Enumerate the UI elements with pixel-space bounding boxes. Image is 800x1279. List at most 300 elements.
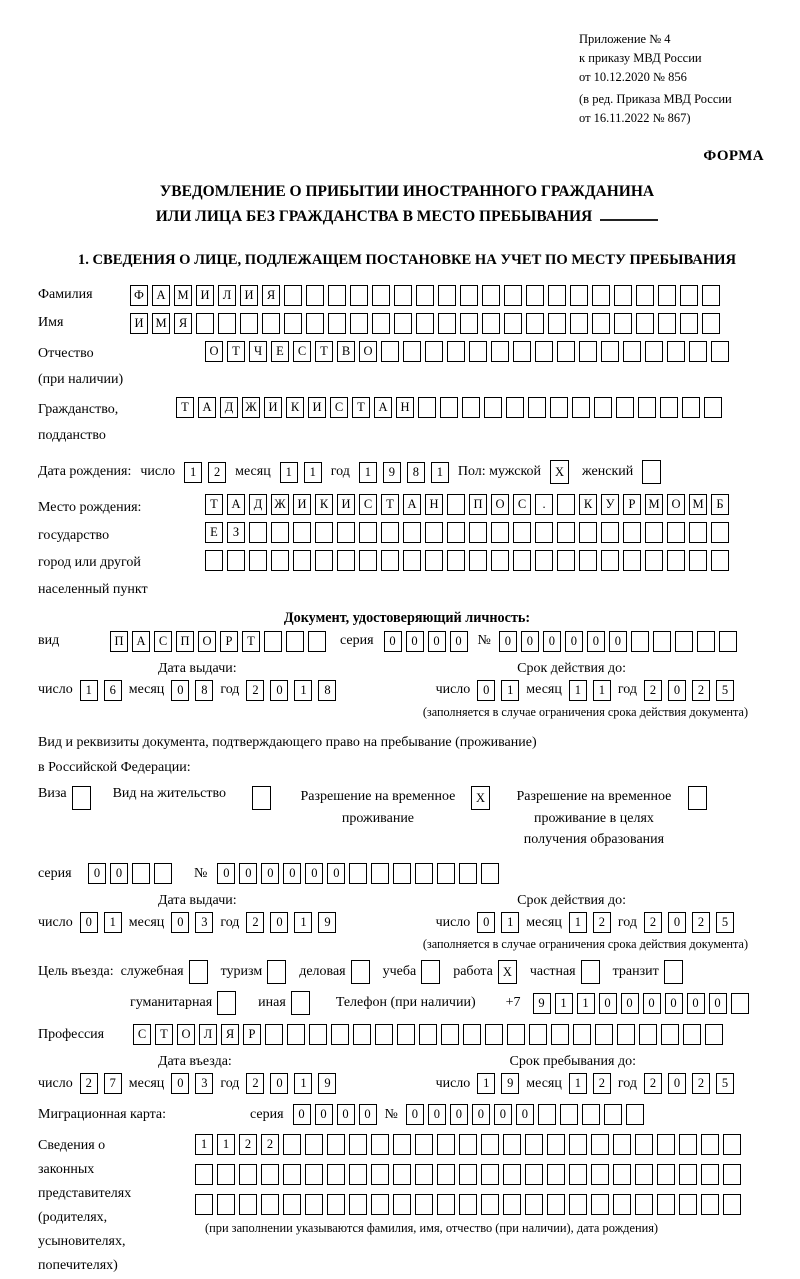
rvp-issue-day[interactable] [80, 912, 122, 933]
given-name-input-cell[interactable] [504, 313, 522, 334]
patronymic-input-cell[interactable] [623, 341, 641, 362]
given-name-input-cell[interactable] [658, 313, 676, 334]
rvp-issue-day-cell[interactable]: 1 [104, 912, 122, 933]
representatives-row2-cell[interactable] [481, 1164, 499, 1185]
birth-day-input-cell[interactable]: 1 [184, 462, 202, 483]
migration-number-input-cell[interactable] [538, 1104, 556, 1125]
birth-place-row2-cell[interactable] [381, 522, 399, 543]
doc-number-input-cell[interactable]: 0 [609, 631, 627, 652]
representatives-row1-cell[interactable] [657, 1134, 675, 1155]
doc-series-input-cell[interactable]: 0 [406, 631, 424, 652]
rvp-number-input[interactable] [217, 863, 499, 884]
birth-place-row1-cell[interactable]: П [469, 494, 487, 515]
surname-input-cell[interactable] [328, 285, 346, 306]
citizenship-input-cell[interactable]: С [330, 397, 348, 418]
patronymic-input-cell[interactable]: Е [271, 341, 289, 362]
representatives-row2-cell[interactable] [679, 1164, 697, 1185]
stay-year-cell[interactable]: 5 [716, 1073, 734, 1094]
representatives-row1[interactable] [195, 1134, 741, 1155]
given-name-input-cell[interactable] [636, 313, 654, 334]
doc-type-input-cell[interactable]: Т [242, 631, 260, 652]
representatives-row1-cell[interactable] [503, 1134, 521, 1155]
doc-until-month-cell[interactable]: 1 [569, 680, 587, 701]
citizenship-input-cell[interactable]: А [198, 397, 216, 418]
representatives-row3-cell[interactable] [569, 1194, 587, 1215]
doc-issue-year-cell[interactable]: 2 [246, 680, 264, 701]
representatives-row1-cell[interactable] [613, 1134, 631, 1155]
representatives-row3[interactable] [195, 1194, 741, 1215]
surname-input-cell[interactable]: И [196, 285, 214, 306]
birth-place-row3-cell[interactable] [249, 550, 267, 571]
profession-input-cell[interactable] [683, 1024, 701, 1045]
representatives-row3-cell[interactable] [679, 1194, 697, 1215]
representatives-row3-cell[interactable] [371, 1194, 389, 1215]
doc-type-input-cell[interactable]: С [154, 631, 172, 652]
given-name-input-cell[interactable] [482, 313, 500, 334]
given-name-input-cell[interactable] [284, 313, 302, 334]
surname-input[interactable] [130, 285, 720, 306]
patronymic-input-cell[interactable] [491, 341, 509, 362]
given-name-input-cell[interactable] [680, 313, 698, 334]
birth-place-row2-cell[interactable] [315, 522, 333, 543]
profession-input-cell[interactable] [375, 1024, 393, 1045]
birth-place-row2-cell[interactable]: Е [205, 522, 223, 543]
residence-permit-checkbox-cell[interactable] [252, 786, 271, 810]
surname-input-cell[interactable] [702, 285, 720, 306]
rvp-until-year-cell[interactable]: 0 [668, 912, 686, 933]
birth-place-row2-cell[interactable] [535, 522, 553, 543]
doc-until-month-cell[interactable]: 1 [593, 680, 611, 701]
representatives-row3-cell[interactable] [305, 1194, 323, 1215]
profession-input-cell[interactable] [397, 1024, 415, 1045]
surname-input-cell[interactable] [284, 285, 302, 306]
doc-until-year-cell[interactable]: 0 [668, 680, 686, 701]
doc-series-input[interactable] [384, 631, 468, 652]
surname-input-cell[interactable] [570, 285, 588, 306]
representatives-row2-cell[interactable] [327, 1164, 345, 1185]
patronymic-input-cell[interactable] [535, 341, 553, 362]
birth-place-row1-cell[interactable]: . [535, 494, 553, 515]
rvp-number-input-cell[interactable]: 0 [217, 863, 235, 884]
patronymic-input-cell[interactable] [469, 341, 487, 362]
representatives-row2-cell[interactable] [503, 1164, 521, 1185]
visa-checkbox[interactable] [72, 786, 91, 810]
patronymic-input-cell[interactable] [667, 341, 685, 362]
citizenship-input-cell[interactable]: А [374, 397, 392, 418]
surname-input-cell[interactable] [592, 285, 610, 306]
citizenship-input-cell[interactable]: И [308, 397, 326, 418]
surname-input-cell[interactable]: Л [218, 285, 236, 306]
birth-day-input-cell[interactable]: 2 [208, 462, 226, 483]
entry-month[interactable] [171, 1073, 213, 1094]
patronymic-input-cell[interactable]: Т [315, 341, 333, 362]
patronymic-input-cell[interactable] [601, 341, 619, 362]
phone-input-cell[interactable]: 0 [687, 993, 705, 1014]
representatives-row2-cell[interactable] [547, 1164, 565, 1185]
given-name-input-cell[interactable] [240, 313, 258, 334]
patronymic-input-cell[interactable] [689, 341, 707, 362]
birth-month-input[interactable] [280, 462, 322, 483]
representatives-row2-cell[interactable] [459, 1164, 477, 1185]
doc-type-input-cell[interactable] [286, 631, 304, 652]
doc-type-input-cell[interactable] [264, 631, 282, 652]
given-name-input-cell[interactable]: И [130, 313, 148, 334]
patronymic-input-cell[interactable] [513, 341, 531, 362]
given-name-input-cell[interactable] [614, 313, 632, 334]
birth-place-row3-cell[interactable] [315, 550, 333, 571]
representatives-row1-cell[interactable]: 2 [261, 1134, 279, 1155]
representatives-row2-cell[interactable] [217, 1164, 235, 1185]
birth-place-row2-cell[interactable] [359, 522, 377, 543]
rvp-until-month[interactable] [569, 912, 611, 933]
doc-number-input-cell[interactable]: 0 [543, 631, 561, 652]
profession-input-cell[interactable]: О [177, 1024, 195, 1045]
doc-number-input-cell[interactable] [631, 631, 649, 652]
surname-input-cell[interactable] [680, 285, 698, 306]
stay-day[interactable] [477, 1073, 519, 1094]
birth-place-row1-cell[interactable] [447, 494, 465, 515]
given-name-input-cell[interactable]: Я [174, 313, 192, 334]
doc-number-input-cell[interactable]: 0 [499, 631, 517, 652]
doc-number-input[interactable] [499, 631, 737, 652]
patronymic-input-cell[interactable]: В [337, 341, 355, 362]
phone-input-cell[interactable]: 1 [577, 993, 595, 1014]
doc-type-input-cell[interactable]: П [176, 631, 194, 652]
doc-number-input-cell[interactable] [697, 631, 715, 652]
surname-input-cell[interactable] [636, 285, 654, 306]
citizenship-input-cell[interactable]: Н [396, 397, 414, 418]
citizenship-input-cell[interactable] [682, 397, 700, 418]
birth-place-row3-cell[interactable] [579, 550, 597, 571]
rvp-number-input-cell[interactable] [371, 863, 389, 884]
birth-place-row3-cell[interactable] [403, 550, 421, 571]
birth-place-row2-cell[interactable] [689, 522, 707, 543]
birth-place-row3-cell[interactable] [337, 550, 355, 571]
rvp-series-input-cell[interactable] [154, 863, 172, 884]
birth-place-row3-cell[interactable] [535, 550, 553, 571]
birth-year-input-cell[interactable]: 8 [407, 462, 425, 483]
citizenship-input-cell[interactable] [418, 397, 436, 418]
stay-day-cell[interactable]: 9 [501, 1073, 519, 1094]
visa-checkbox-cell[interactable] [72, 786, 91, 810]
stay-day-cell[interactable]: 1 [477, 1073, 495, 1094]
phone-input-cell[interactable]: 1 [555, 993, 573, 1014]
citizenship-input-cell[interactable] [528, 397, 546, 418]
representatives-row1-cell[interactable] [305, 1134, 323, 1155]
given-name-input-cell[interactable] [306, 313, 324, 334]
citizenship-input[interactable] [176, 397, 722, 418]
birth-place-row3-cell[interactable] [667, 550, 685, 571]
profession-input-cell[interactable] [617, 1024, 635, 1045]
representatives-row3-cell[interactable] [481, 1194, 499, 1215]
doc-issue-year-cell[interactable]: 0 [270, 680, 288, 701]
purpose-official-checkbox[interactable] [189, 960, 208, 984]
rvp-number-input-cell[interactable] [459, 863, 477, 884]
birth-place-row3-cell[interactable] [381, 550, 399, 571]
migration-number-input-cell[interactable] [626, 1104, 644, 1125]
representatives-row1-cell[interactable] [569, 1134, 587, 1155]
purpose-other-checkbox[interactable] [291, 991, 310, 1015]
doc-number-input-cell[interactable]: 0 [587, 631, 605, 652]
birth-place-row3-cell[interactable] [557, 550, 575, 571]
representatives-row3-cell[interactable] [393, 1194, 411, 1215]
representatives-row2-cell[interactable] [393, 1164, 411, 1185]
doc-issue-year-cell[interactable]: 8 [318, 680, 336, 701]
purpose-transit-checkbox-cell[interactable] [664, 960, 683, 984]
birth-place-row3-cell[interactable] [491, 550, 509, 571]
rvp-number-input-cell[interactable] [437, 863, 455, 884]
birth-place-row3-cell[interactable] [359, 550, 377, 571]
profession-input-cell[interactable] [705, 1024, 723, 1045]
birth-place-row1-cell[interactable]: У [601, 494, 619, 515]
representatives-row1-cell[interactable] [349, 1134, 367, 1155]
birth-place-row3-cell[interactable] [513, 550, 531, 571]
representatives-row2-cell[interactable] [635, 1164, 653, 1185]
purpose-work-checkbox[interactable] [498, 960, 517, 984]
representatives-row2-cell[interactable] [591, 1164, 609, 1185]
profession-input-cell[interactable]: Т [155, 1024, 173, 1045]
citizenship-input-cell[interactable] [462, 397, 480, 418]
profession-input-cell[interactable]: Л [199, 1024, 217, 1045]
stay-month-cell[interactable]: 1 [569, 1073, 587, 1094]
profession-input-cell[interactable]: С [133, 1024, 151, 1045]
profession-input-cell[interactable] [485, 1024, 503, 1045]
surname-input-cell[interactable] [658, 285, 676, 306]
doc-until-year-cell[interactable]: 2 [692, 680, 710, 701]
entry-day[interactable] [80, 1073, 122, 1094]
phone-input-cell[interactable]: 0 [665, 993, 683, 1014]
given-name-input-cell[interactable] [218, 313, 236, 334]
migration-number-input-cell[interactable] [560, 1104, 578, 1125]
doc-issue-year-cell[interactable]: 1 [294, 680, 312, 701]
stay-year-cell[interactable]: 2 [692, 1073, 710, 1094]
entry-day-cell[interactable]: 7 [104, 1073, 122, 1094]
birth-place-row2-cell[interactable] [491, 522, 509, 543]
profession-input-cell[interactable] [463, 1024, 481, 1045]
profession-input-cell[interactable] [265, 1024, 283, 1045]
stay-year[interactable] [644, 1073, 734, 1094]
birth-place-row1-cell[interactable]: И [293, 494, 311, 515]
rvp-until-year-cell[interactable]: 2 [692, 912, 710, 933]
profession-input-cell[interactable] [353, 1024, 371, 1045]
doc-until-day[interactable] [477, 680, 519, 701]
patronymic-input-cell[interactable]: С [293, 341, 311, 362]
citizenship-input-cell[interactable] [704, 397, 722, 418]
representatives-row3-cell[interactable] [437, 1194, 455, 1215]
representatives-row3-cell[interactable] [327, 1194, 345, 1215]
citizenship-input-cell[interactable] [550, 397, 568, 418]
birth-place-row2-cell[interactable] [469, 522, 487, 543]
birth-place-row2-cell[interactable]: З [227, 522, 245, 543]
rvp-issue-year-cell[interactable]: 1 [294, 912, 312, 933]
birth-place-row2-cell[interactable] [711, 522, 729, 543]
birth-place-row1-cell[interactable]: О [667, 494, 685, 515]
rvp-until-day[interactable] [477, 912, 519, 933]
profession-input-cell[interactable] [287, 1024, 305, 1045]
surname-input-cell[interactable]: Ф [130, 285, 148, 306]
representatives-row1-cell[interactable]: 2 [239, 1134, 257, 1155]
rvp-number-input-cell[interactable]: 0 [283, 863, 301, 884]
profession-input-cell[interactable]: Р [243, 1024, 261, 1045]
purpose-tourism-checkbox-cell[interactable] [267, 960, 286, 984]
entry-year[interactable] [246, 1073, 336, 1094]
doc-type-input-cell[interactable] [308, 631, 326, 652]
representatives-row1-cell[interactable] [591, 1134, 609, 1155]
profession-input[interactable] [133, 1024, 723, 1045]
representatives-row3-cell[interactable] [657, 1194, 675, 1215]
birth-place-row1-cell[interactable]: Р [623, 494, 641, 515]
birth-place-row2-cell[interactable] [623, 522, 641, 543]
rvp-issue-month-cell[interactable]: 0 [171, 912, 189, 933]
birth-place-row2-cell[interactable] [579, 522, 597, 543]
doc-type-input-cell[interactable]: П [110, 631, 128, 652]
citizenship-input-cell[interactable] [572, 397, 590, 418]
birth-place-row1-cell[interactable]: К [315, 494, 333, 515]
birth-place-row3-cell[interactable] [425, 550, 443, 571]
representatives-row3-cell[interactable] [239, 1194, 257, 1215]
doc-issue-day-cell[interactable]: 1 [80, 680, 98, 701]
temp-residence-education-checkbox[interactable] [688, 786, 707, 810]
citizenship-input-cell[interactable]: Д [220, 397, 238, 418]
representatives-row1-cell[interactable] [459, 1134, 477, 1155]
representatives-row3-cell[interactable] [415, 1194, 433, 1215]
surname-input-cell[interactable] [306, 285, 324, 306]
birth-month-input-cell[interactable]: 1 [280, 462, 298, 483]
birth-place-row1-cell[interactable]: С [359, 494, 377, 515]
purpose-private-checkbox[interactable] [581, 960, 600, 984]
purpose-humanitarian-checkbox[interactable] [217, 991, 236, 1015]
birth-year-input-cell[interactable]: 9 [383, 462, 401, 483]
rvp-until-day-cell[interactable]: 1 [501, 912, 519, 933]
birth-place-row2-cell[interactable] [403, 522, 421, 543]
given-name-input[interactable] [130, 313, 720, 334]
representatives-row3-cell[interactable] [195, 1194, 213, 1215]
migration-number-input-cell[interactable]: 0 [516, 1104, 534, 1125]
entry-month-cell[interactable]: 0 [171, 1073, 189, 1094]
given-name-input-cell[interactable] [350, 313, 368, 334]
representatives-row1-cell[interactable] [481, 1134, 499, 1155]
birth-place-row3-cell[interactable] [205, 550, 223, 571]
profession-input-cell[interactable] [507, 1024, 525, 1045]
birth-place-row1-cell[interactable]: Т [205, 494, 223, 515]
rvp-series-input-cell[interactable] [132, 863, 150, 884]
doc-series-input-cell[interactable]: 0 [450, 631, 468, 652]
birth-place-row1-cell[interactable]: Ж [271, 494, 289, 515]
entry-year-cell[interactable]: 2 [246, 1073, 264, 1094]
phone-input-cell[interactable]: 0 [643, 993, 661, 1014]
sex-male-checkbox-cell[interactable]: X [550, 460, 569, 484]
given-name-input-cell[interactable] [328, 313, 346, 334]
birth-place-row1[interactable] [205, 494, 729, 515]
profession-input-cell[interactable] [441, 1024, 459, 1045]
profession-input-cell[interactable] [661, 1024, 679, 1045]
given-name-input-cell[interactable] [196, 313, 214, 334]
doc-until-day-cell[interactable]: 1 [501, 680, 519, 701]
patronymic-input-cell[interactable] [447, 341, 465, 362]
representatives-row2-cell[interactable] [569, 1164, 587, 1185]
rvp-number-input-cell[interactable] [393, 863, 411, 884]
doc-number-input-cell[interactable] [719, 631, 737, 652]
purpose-humanitarian-checkbox-cell[interactable] [217, 991, 236, 1015]
patronymic-input-cell[interactable] [381, 341, 399, 362]
birth-place-row3-cell[interactable] [293, 550, 311, 571]
representatives-row3-cell[interactable] [547, 1194, 565, 1215]
doc-issue-day[interactable] [80, 680, 122, 701]
birth-place-row3-cell[interactable] [271, 550, 289, 571]
birth-place-row2-cell[interactable] [249, 522, 267, 543]
rvp-number-input-cell[interactable]: 0 [327, 863, 345, 884]
citizenship-input-cell[interactable]: К [286, 397, 304, 418]
representatives-row3-cell[interactable] [635, 1194, 653, 1215]
migration-series-input-cell[interactable]: 0 [337, 1104, 355, 1125]
birth-place-row2-cell[interactable] [337, 522, 355, 543]
purpose-other-checkbox-cell[interactable] [291, 991, 310, 1015]
birth-place-row1-cell[interactable]: О [491, 494, 509, 515]
rvp-issue-day-cell[interactable]: 0 [80, 912, 98, 933]
birth-place-row2-cell[interactable] [447, 522, 465, 543]
surname-input-cell[interactable] [548, 285, 566, 306]
birth-place-row1-cell[interactable]: Т [381, 494, 399, 515]
representatives-row2-cell[interactable] [349, 1164, 367, 1185]
doc-issue-month-cell[interactable]: 0 [171, 680, 189, 701]
given-name-input-cell[interactable] [394, 313, 412, 334]
surname-input-cell[interactable]: И [240, 285, 258, 306]
representatives-row1-cell[interactable] [371, 1134, 389, 1155]
patronymic-input[interactable] [205, 341, 729, 362]
migration-number-input-cell[interactable]: 0 [472, 1104, 490, 1125]
doc-number-input-cell[interactable]: 0 [521, 631, 539, 652]
patronymic-input-cell[interactable]: Ч [249, 341, 267, 362]
purpose-work-checkbox-cell[interactable]: X [498, 960, 517, 984]
citizenship-input-cell[interactable]: Ж [242, 397, 260, 418]
migration-number-input-cell[interactable] [604, 1104, 622, 1125]
birth-place-row1-cell[interactable]: М [645, 494, 663, 515]
rvp-series-input-cell[interactable]: 0 [88, 863, 106, 884]
given-name-input-cell[interactable] [526, 313, 544, 334]
doc-issue-year[interactable] [246, 680, 336, 701]
temp-residence-education-checkbox-cell[interactable] [688, 786, 707, 810]
birth-place-row2[interactable] [205, 522, 729, 543]
surname-input-cell[interactable] [350, 285, 368, 306]
doc-type-input-cell[interactable]: А [132, 631, 150, 652]
profession-input-cell[interactable] [639, 1024, 657, 1045]
entry-year-cell[interactable]: 1 [294, 1073, 312, 1094]
purpose-business-checkbox[interactable] [351, 960, 370, 984]
rvp-number-input-cell[interactable]: 0 [239, 863, 257, 884]
representatives-row2-cell[interactable] [613, 1164, 631, 1185]
doc-until-year-cell[interactable]: 2 [644, 680, 662, 701]
surname-input-cell[interactable]: М [174, 285, 192, 306]
doc-series-input-cell[interactable]: 0 [428, 631, 446, 652]
surname-input-cell[interactable] [394, 285, 412, 306]
citizenship-input-cell[interactable] [440, 397, 458, 418]
rvp-series-input[interactable] [88, 863, 172, 884]
citizenship-input-cell[interactable]: И [264, 397, 282, 418]
patronymic-input-cell[interactable] [711, 341, 729, 362]
temp-residence-checkbox-cell[interactable]: X [471, 786, 490, 810]
patronymic-input-cell[interactable] [579, 341, 597, 362]
representatives-row2-cell[interactable] [525, 1164, 543, 1185]
phone-input[interactable] [533, 993, 749, 1014]
representatives-row1-cell[interactable] [547, 1134, 565, 1155]
migration-number-input-cell[interactable]: 0 [494, 1104, 512, 1125]
patronymic-input-cell[interactable] [403, 341, 421, 362]
representatives-row2-cell[interactable] [701, 1164, 719, 1185]
purpose-transit-checkbox[interactable] [664, 960, 683, 984]
doc-series-input-cell[interactable]: 0 [384, 631, 402, 652]
surname-input-cell[interactable] [482, 285, 500, 306]
representatives-row3-cell[interactable] [613, 1194, 631, 1215]
